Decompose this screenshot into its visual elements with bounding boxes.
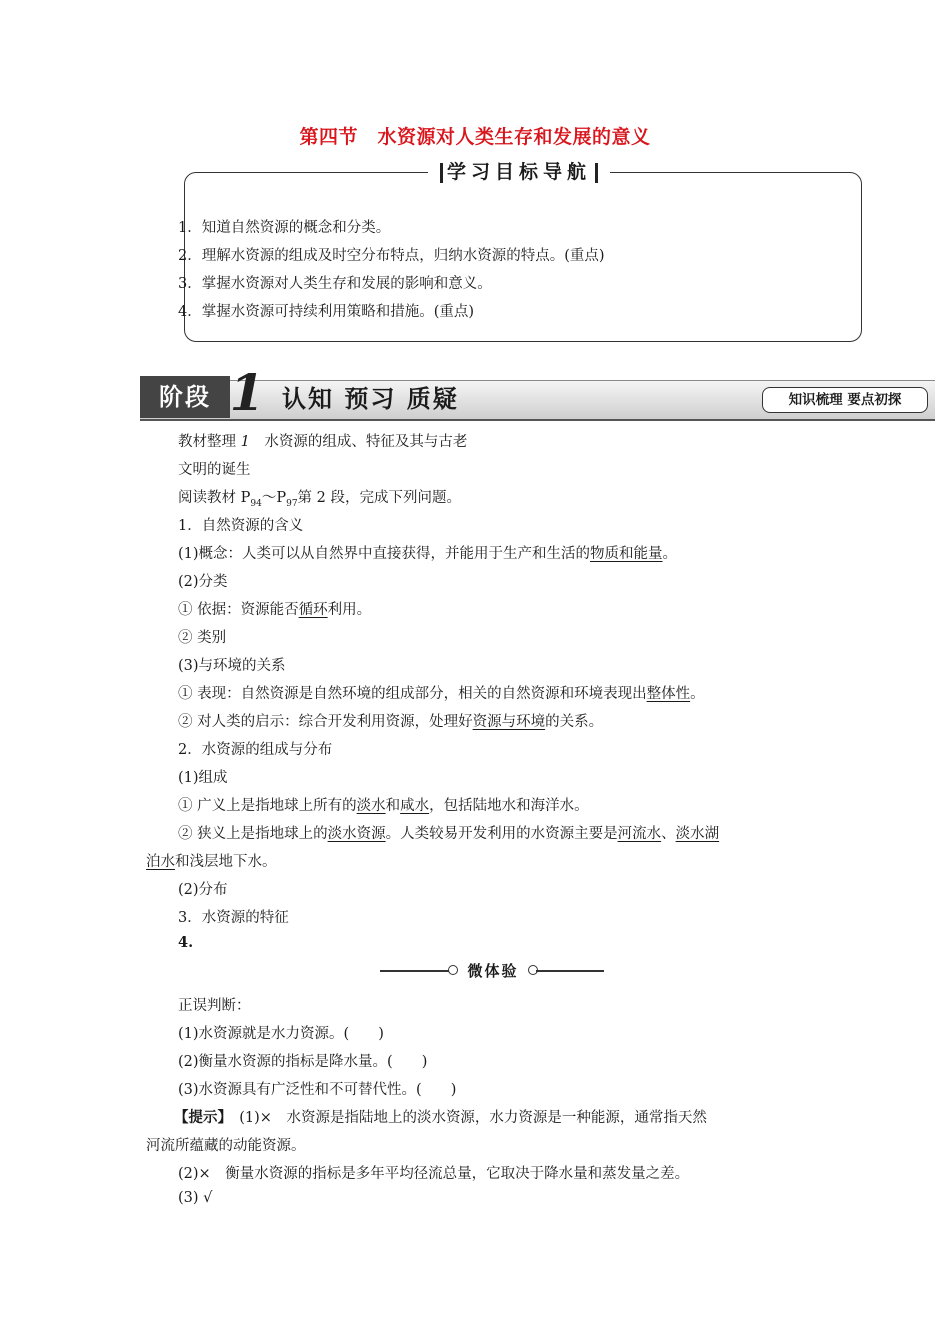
relation-line: ① 表现：自然资源是自然环境的组成部分，相关的自然资源和环境表现出整体性。	[178, 686, 705, 702]
basis-line: ① 依据：资源能否循环利用。	[178, 602, 372, 618]
narrow-line-cont: 泊水和浅层地下水。	[146, 854, 277, 870]
experience-title: 微体验	[467, 962, 519, 980]
goal-item: 4．掌握水资源可持续利用策略和措施。(重点)	[178, 304, 475, 320]
section-heading: 教材整理 1 水资源的组成、特征及其与古老	[178, 434, 468, 450]
question-2: (2)衡量水资源的指标是降水量。( )	[178, 1054, 428, 1070]
goal-item: 3．掌握水资源对人类生存和发展的影响和意义。	[178, 276, 492, 292]
stage-number: 1	[229, 363, 265, 422]
section-heading-cont: 文明的诞生	[178, 462, 251, 478]
classification: (2)分类	[178, 574, 228, 590]
narrow-line: ② 狭义上是指地球上的淡水资源。人类较易开发利用的水资源主要是河流水、淡水湖	[178, 826, 720, 842]
goal-item: 1．知道自然资源的概念和分类。	[178, 220, 391, 236]
question-1: (1)水资源就是水力资源。( )	[178, 1026, 384, 1042]
judge-label: 正误判断：	[178, 998, 251, 1014]
distribution: (2)分布	[178, 882, 228, 898]
reading-instruction: 阅读教材 $P_{94}\sim P_{97}$第 2 段，完成下列问题。	[178, 490, 461, 509]
item-2: 2．水资源的组成与分布	[178, 742, 333, 758]
page-title: 第四节 水资源对人类生存和发展的意义	[299, 126, 651, 148]
stage-tagline: 知识梳理 要点初探	[762, 387, 928, 413]
divider-dot	[448, 965, 458, 975]
broad-line: ① 广义上是指地球上所有的淡水和咸水，包括陆地水和海洋水。	[178, 798, 589, 814]
item-1: 1．自然资源的含义	[178, 518, 304, 534]
hint-line-cont: 河流所蕴藏的动能资源。	[146, 1138, 306, 1154]
stage-tag: 阶段	[140, 376, 230, 418]
relation-heading: (3)与环境的关系	[178, 658, 286, 674]
inspiration-line: ② 对人类的启示：综合开发利用资源，处理好资源与环境的关系。	[178, 714, 604, 730]
stage-title: 认知 预习 质疑	[282, 385, 459, 413]
question-3: (3)水资源具有广泛性和不可替代性。( )	[178, 1082, 457, 1098]
divider	[380, 970, 452, 972]
category-line: ② 类别	[178, 630, 227, 646]
goal-item: 2．理解水资源的组成及时空分布特点，归纳水资源的特点。(重点)	[178, 248, 605, 264]
item-3: 3．水资源的特征	[178, 910, 289, 926]
item-4: 4.	[178, 934, 194, 951]
divider	[536, 970, 604, 972]
hint-line: 【提示】 (1)× 水资源是指陆地上的淡水资源，水力资源是一种能源，通常指天然	[174, 1109, 707, 1126]
answer-3: (3) √	[178, 1190, 213, 1206]
goals-heading: 学习目标导航	[428, 157, 610, 187]
concept-line: (1)概念：人类可以从自然界中直接获得，并能用于生产和生活的物质和能量。	[178, 546, 678, 562]
answer-2: (2)× 衡量水资源的指标是多年平均径流总量，它取决于降水量和蒸发量之差。	[178, 1166, 690, 1182]
composition: (1)组成	[178, 770, 228, 786]
